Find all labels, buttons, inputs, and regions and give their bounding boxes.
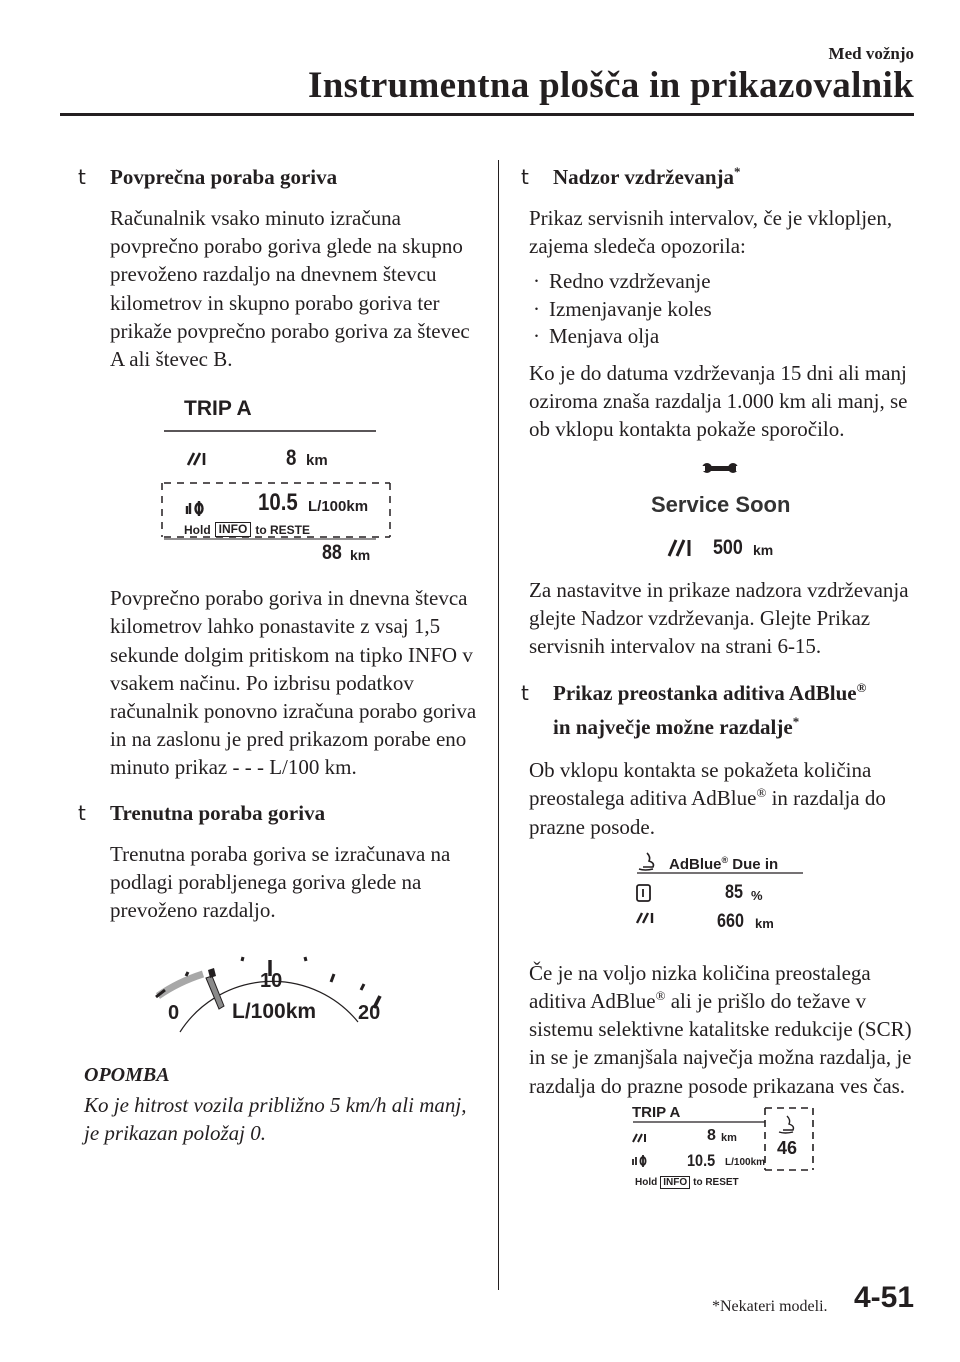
tank-level-icon <box>637 885 650 901</box>
adblue-distance-unit: km <box>755 915 774 931</box>
trip-odometer-icon <box>188 453 204 465</box>
page-title: Instrumentna plošča in prikazovalnik <box>308 65 914 106</box>
paragraph: Če je na voljo nizka količina preostalega aditiva AdBlue® ali je prišlo do težave v sistemu selektivne katalitske redukcije (SCR) in se je zmanjšala največja možna razdalja, je razdalja do prazne posode prikazana ves čas. <box>529 960 912 1098</box>
adblue-icon <box>779 1116 794 1133</box>
adblue-label: AdBlue® Due in <box>669 854 779 873</box>
section-marker-icon: t <box>78 165 86 189</box>
trip-km-value: 8 <box>286 445 297 471</box>
reset-text: to RESTE <box>255 522 311 537</box>
reset-text: to RESET <box>693 1176 739 1188</box>
trip-km-value: 8 <box>707 1126 716 1144</box>
hold-info-reset <box>184 522 310 537</box>
service-soon-figure <box>521 454 921 570</box>
fuel-pump-icon <box>187 501 203 516</box>
paragraph: Ko je do datuma vzdrževanja 15 dni ali manj oziroma znaša razdalja 1.000 km ali manj, se ob vklopu kontakta pokaže sporočilo. <box>529 360 908 442</box>
registered-mark: ® <box>856 680 867 696</box>
odometer-value: 88 <box>322 541 342 565</box>
trip-label: TRIP A <box>632 1103 681 1121</box>
section-marker-icon: t <box>521 681 529 706</box>
heading-instant-fuel <box>78 798 478 828</box>
footnote-marker: * <box>734 164 741 179</box>
left-column <box>78 162 478 1147</box>
odometer-unit: km <box>350 547 371 564</box>
adblue-percent-unit: % <box>751 887 763 903</box>
fuel-gauge-figure <box>148 944 398 1044</box>
note-body: Ko je hitrost vozila približno 5 km/h ali manj, je prikazan položaj 0. <box>84 1093 467 1146</box>
hold-text: Hold <box>184 522 211 537</box>
heading-average-fuel <box>78 162 478 192</box>
trip-km-unit: km <box>721 1131 737 1144</box>
gauge-needle <box>206 968 224 1009</box>
fuel-pump-icon <box>633 1155 646 1167</box>
trip-display-figure <box>158 389 478 564</box>
service-message: Service Soon <box>651 491 791 517</box>
paragraph: Računalnik vsako minuto izračuna povprečno porabo goriva glede na skupno prevoženo razdaljo na dnevnem števcu kilometrov in skupno porabo goriva ter prikaže povprečno porabo goriva za števec A ali števec B. <box>110 206 470 372</box>
footnote-marker: * <box>792 714 800 730</box>
trip-label: TRIP A <box>184 397 252 421</box>
heading-adblue <box>521 678 921 708</box>
page-number: 4-51 <box>853 1281 914 1314</box>
heading-text: Trenutna poraba goriva <box>110 800 326 825</box>
paragraph: Povprečno porabo goriva in dnevna števca kilometrov lahko ponastavite z vsaj 1,5 sekunde dolgim pritiskom na tipko INFO v vsakem načinu. Po izbrisu podatkov računalnik ponovno izračuna porabo goriva in na zaslonu je pred prikazom porabe eno minuto prikaz - - - L/100 km. <box>110 586 477 780</box>
adblue-side-value: 46 <box>777 1137 798 1158</box>
fuel-value: 10.5 <box>258 489 298 517</box>
gauge-min-label: 0 <box>168 1002 180 1025</box>
right-column <box>521 162 921 1194</box>
footnote-text: *Nekateri modeli. <box>712 1298 828 1315</box>
gauge-unit-label: L/100km <box>232 1000 317 1024</box>
paragraph: Trenutna poraba goriva se izračunava na podlagi porabljenega goriva glede na prevoženo razdaljo. <box>110 841 451 923</box>
paragraph: Ob vklopu kontakta se pokažeta količina preostalega aditiva AdBlue® in razdalja do prazne posode. <box>529 758 886 839</box>
info-button-label: INFO <box>215 522 252 537</box>
adblue-icon <box>639 853 654 870</box>
column-divider <box>498 160 499 1290</box>
hold-text: Hold <box>635 1176 658 1188</box>
heading-text: Prikaz preostanka aditiva AdBlue <box>553 681 857 706</box>
gauge-max-label: 20 <box>358 1002 381 1025</box>
adblue-distance-value: 660 <box>717 910 744 932</box>
list-item: · Redno vzdrževanje <box>533 269 711 294</box>
fuel-unit: L/100km <box>308 498 369 516</box>
maintenance-list <box>533 268 921 351</box>
header-rule <box>60 113 914 116</box>
heading-maintenance <box>521 162 921 192</box>
list-item: · Menjava olja <box>533 324 660 349</box>
heading-text: in največje možne razdalje <box>553 715 793 740</box>
trip-odometer-icon <box>667 536 697 560</box>
fuel-value: 10.5 <box>687 1150 716 1170</box>
fuel-unit: L/100km <box>725 1156 766 1168</box>
adblue-percent-value: 85 <box>725 881 743 903</box>
service-distance-unit: km <box>753 541 774 558</box>
heading-text: Nadzor vzdrževanja <box>553 165 734 189</box>
gauge-dial <box>148 944 398 1044</box>
adblue-display-figure <box>621 849 921 949</box>
heading-adblue-cont <box>521 712 921 742</box>
wrench-icon <box>701 458 741 478</box>
section-marker-icon: t <box>521 165 529 189</box>
note-block <box>84 1064 478 1147</box>
trip-adblue-display-figure <box>621 1104 921 1194</box>
paragraph: Za nastavitve in prikaze nadzora vzdrževanja glejte Nadzor vzdrževanja. Glejte Prikaz servisnih intervalov na strani 6-15. <box>529 577 909 658</box>
hold-info-reset <box>635 1176 739 1189</box>
section-label: Med vožnjo <box>828 44 914 63</box>
trip-km-unit: km <box>306 452 328 470</box>
trip-odometer-icon <box>633 1134 645 1142</box>
gauge-mid-label: 10 <box>260 970 283 993</box>
paragraph: Prikaz servisnih intervalov, če je vklopljen, zajema sledeča opozorila: <box>529 206 893 259</box>
note-title: OPOMBA <box>84 1064 170 1087</box>
list-item: · Izmenjavanje koles <box>533 296 712 321</box>
service-distance-value: 500 <box>713 535 743 559</box>
section-marker-icon: t <box>78 800 86 825</box>
heading-text: Povprečna poraba goriva <box>110 165 338 189</box>
trip-odometer-icon <box>637 913 652 923</box>
info-button-label: INFO <box>660 1176 690 1189</box>
